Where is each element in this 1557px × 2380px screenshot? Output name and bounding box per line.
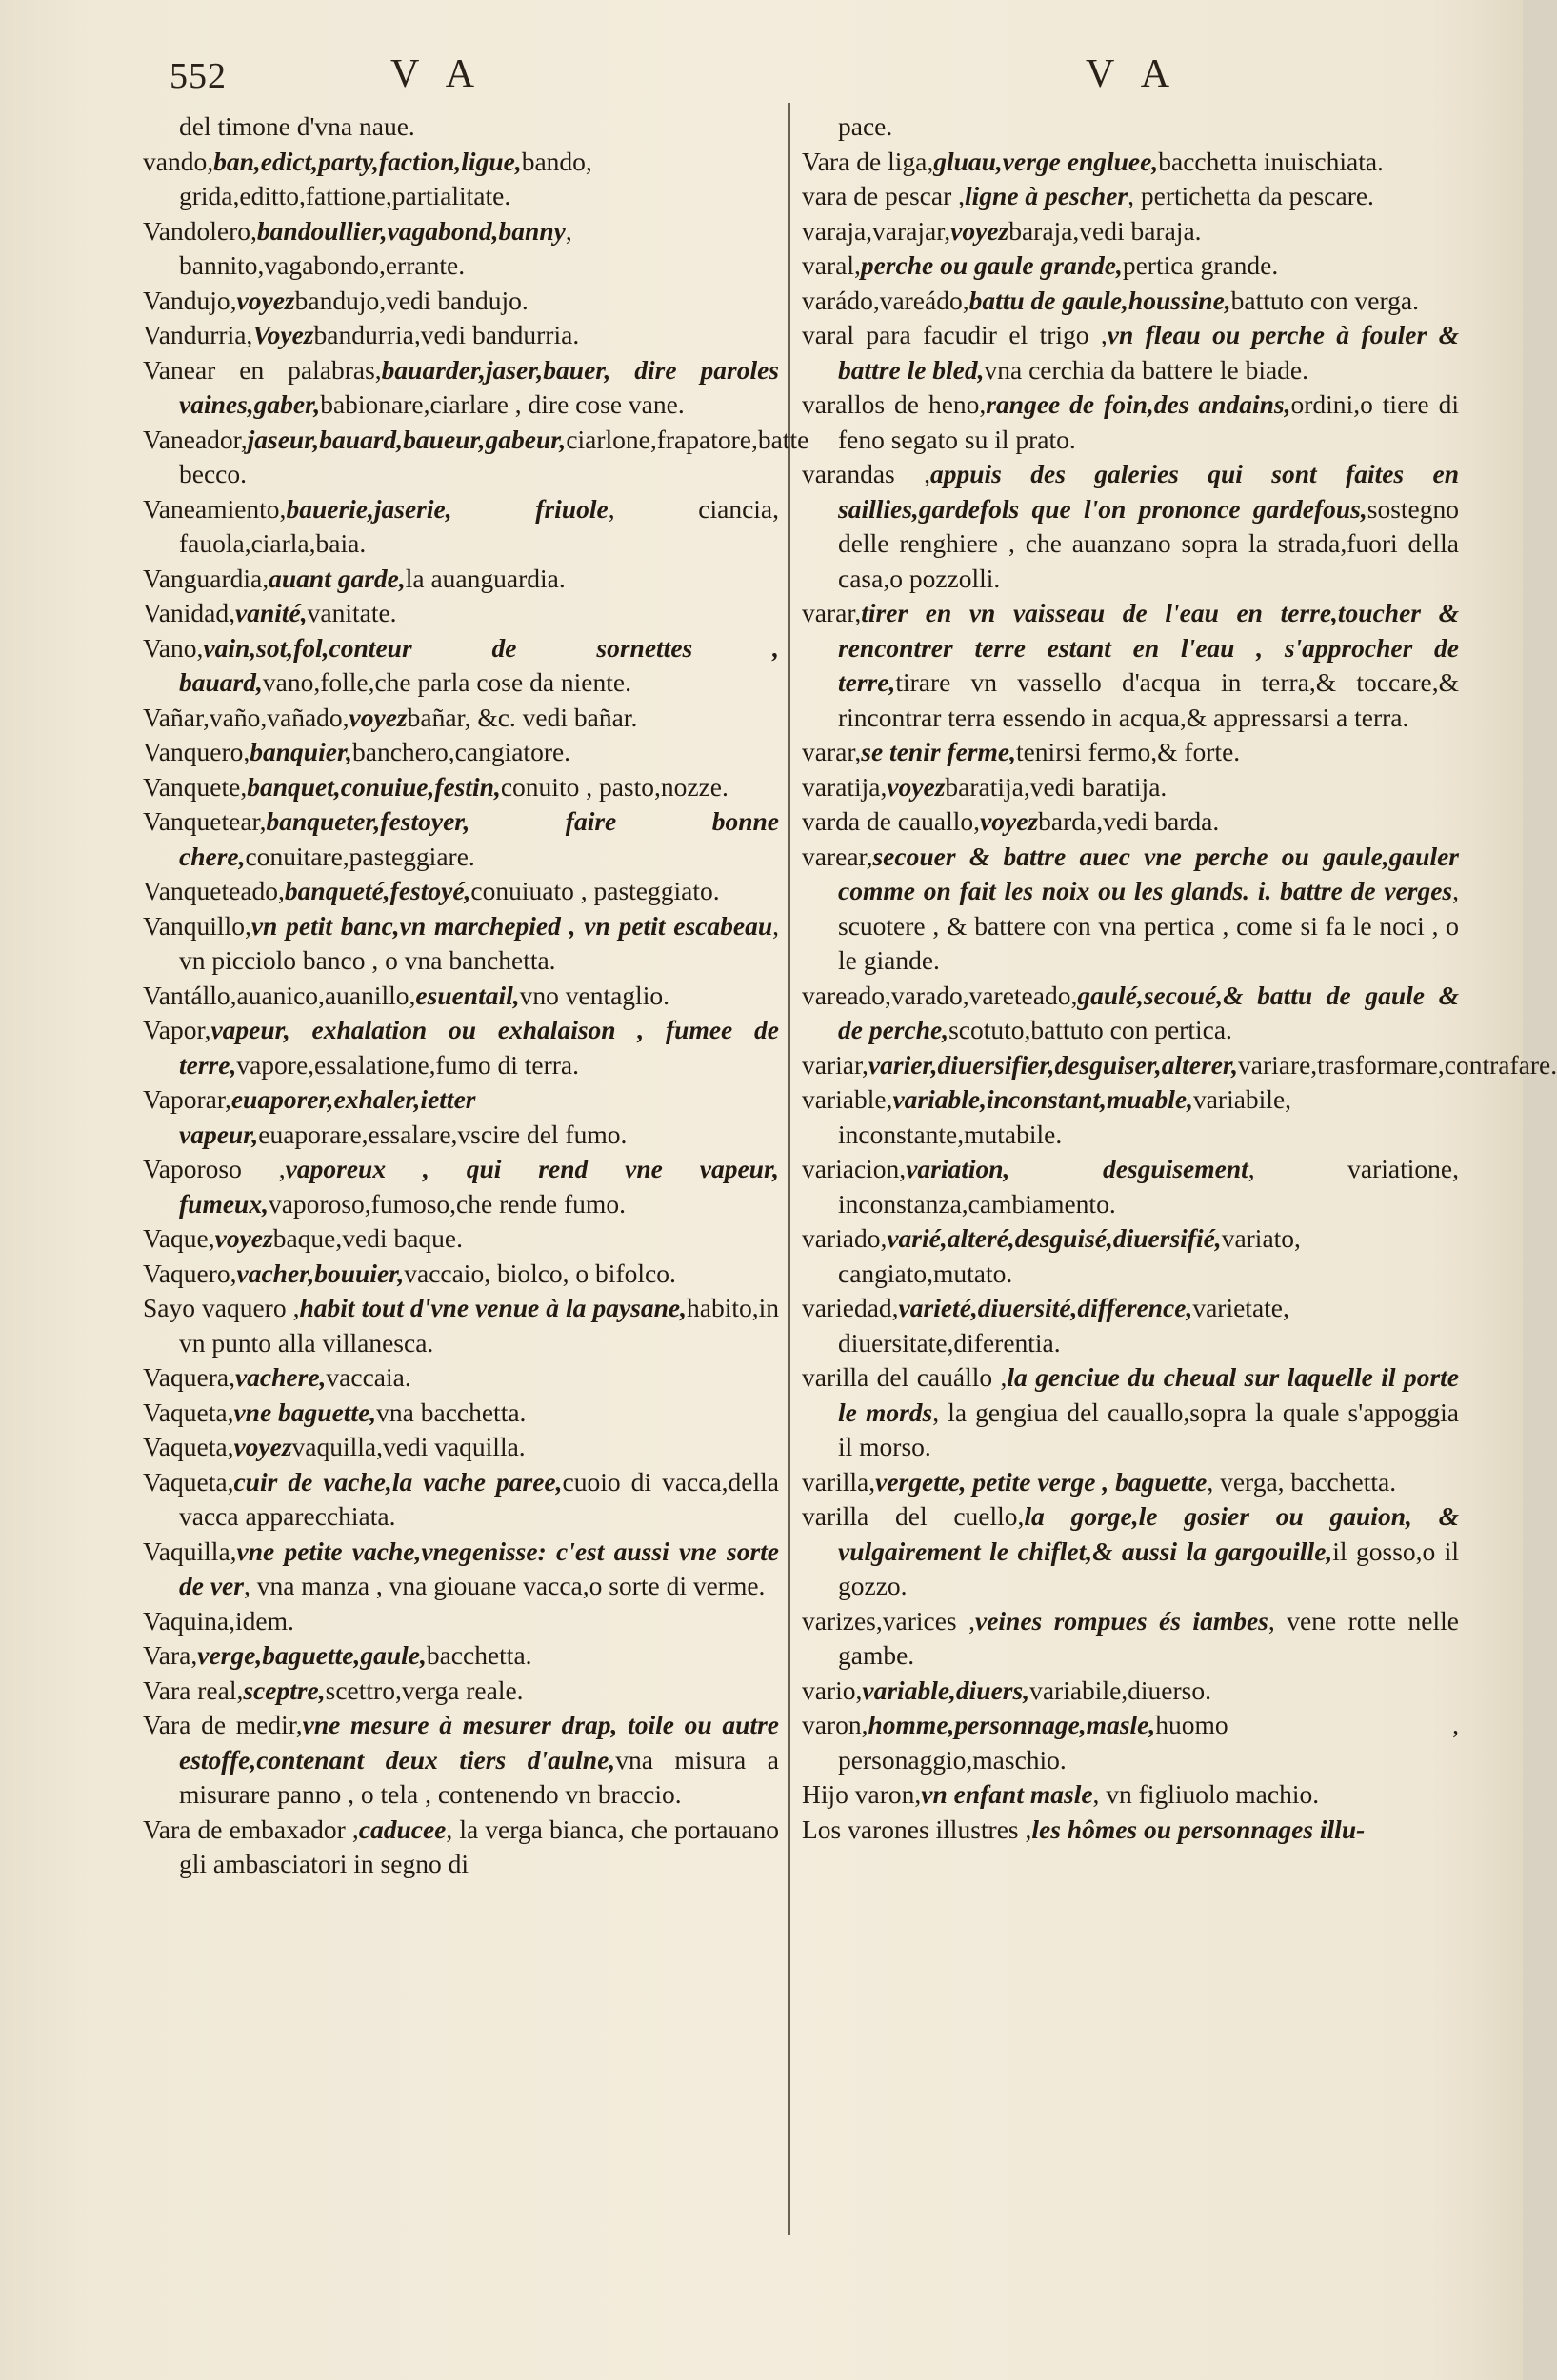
entry-italian: vaccaio, biolco, o bifolco. bbox=[404, 1258, 676, 1288]
entry-french: vaporeux , qui rend vne vapeur, fumeux, bbox=[179, 1154, 779, 1219]
entry-headword: Vaquera, bbox=[143, 1362, 235, 1392]
entry-headword: varizes,varices , bbox=[802, 1605, 975, 1636]
dictionary-entry bbox=[143, 109, 779, 145]
entry-italian: , vn picciolo banco , o vna banchetta. bbox=[179, 910, 779, 975]
entry-french: voyez bbox=[236, 285, 295, 315]
entry-headword: Vano, bbox=[143, 632, 204, 663]
entry-headword: Vanquete, bbox=[143, 771, 248, 802]
dictionary-entry bbox=[143, 1396, 779, 1431]
dictionary-entry bbox=[802, 979, 1459, 1048]
dictionary-entry bbox=[802, 284, 1459, 319]
entry-italian: vna misura a misurare panno , o tela , contenendo vn braccio. bbox=[179, 1744, 779, 1809]
dictionary-entry bbox=[143, 1535, 779, 1604]
dictionary-entry bbox=[143, 214, 779, 284]
entry-italian: vno ventaglio. bbox=[519, 980, 669, 1010]
entry-continuation: del timone d'vna naue. bbox=[179, 111, 415, 141]
dictionary-entry bbox=[143, 1430, 779, 1465]
dictionary-entry bbox=[802, 387, 1459, 457]
entry-italian: conuito , pasto,nozze. bbox=[500, 771, 729, 802]
dictionary-entry bbox=[143, 1465, 779, 1535]
dictionary-entry bbox=[143, 318, 779, 353]
entry-french: banqueter,festoyer, faire bonne chere, bbox=[179, 806, 779, 871]
entry-french: bauarder,jaser,bauer, dire paroles vaines,gaber, bbox=[179, 354, 779, 419]
entry-french: esuentail, bbox=[415, 980, 520, 1010]
entry-french: jaseur,bauard,baueur,gabeur, bbox=[247, 424, 567, 454]
entry-french: secouer & battre auec vne perche ou gaule,gauler comme on fait les noix ou les glands. i. battre de verges bbox=[838, 841, 1459, 905]
entry-headword: varar, bbox=[802, 598, 862, 627]
entry-french: vne petite vache,vnegenisse: c'est aussi vne sorte de ver bbox=[179, 1536, 779, 1600]
entry-headword: variable, bbox=[802, 1084, 893, 1114]
entry-headword: variedad, bbox=[802, 1293, 899, 1322]
entry-french: se tenir ferme, bbox=[861, 737, 1016, 766]
entry-italian: , vna manza , vna giouane vacca,o sorte di verme. bbox=[243, 1571, 766, 1600]
entry-italian: scettro,verga reale. bbox=[325, 1675, 524, 1705]
entry-headword: varon, bbox=[802, 1710, 868, 1739]
entry-french: rangee de foin,des andains, bbox=[986, 389, 1291, 419]
running-head-right: V A bbox=[1086, 52, 1180, 96]
entry-italian: idem. bbox=[235, 1605, 294, 1636]
dictionary-entry bbox=[143, 596, 779, 631]
dictionary-entry bbox=[143, 1257, 779, 1292]
entry-italian: conuiuato , pasteggiato. bbox=[470, 876, 720, 905]
dictionary-entry bbox=[802, 145, 1459, 180]
entry-italian: , variatione, inconstanza,cambiamento. bbox=[838, 1154, 1460, 1219]
entry-headword: Vaqueta, bbox=[143, 1432, 234, 1461]
dictionary-entry bbox=[143, 1013, 779, 1082]
entry-headword: varilla, bbox=[802, 1466, 876, 1497]
entry-headword: variar, bbox=[802, 1049, 868, 1080]
entry-french: vanité, bbox=[235, 598, 308, 627]
entry-headword: Vanidad, bbox=[143, 598, 235, 627]
entry-italian: vaccaia. bbox=[326, 1362, 411, 1392]
left-column bbox=[143, 109, 809, 1882]
entry-french: vachere, bbox=[234, 1362, 327, 1392]
entry-headword: varilla del cuello, bbox=[802, 1501, 1025, 1531]
entry-headword: Vara de medir, bbox=[143, 1710, 303, 1739]
entry-italian: , la verga bianca, che portauano gli ambasciatori in segno di bbox=[179, 1814, 779, 1878]
dictionary-entry bbox=[802, 1674, 1459, 1709]
entry-italian: variabile, inconstante,mutabile. bbox=[838, 1084, 1292, 1149]
entry-french: bandoullier,vagabond,banny bbox=[256, 215, 566, 246]
entry-french: caducee bbox=[358, 1814, 447, 1844]
dictionary-entry bbox=[802, 1604, 1459, 1674]
entry-italian: bando, grida,editto,fattione,partialitate. bbox=[179, 146, 592, 210]
entry-italian: la auanguardia. bbox=[405, 563, 566, 593]
entry-italian: , vn figliuolo machio. bbox=[1092, 1779, 1320, 1809]
entry-french: la genciue du cheual sur laquelle il porte le mords bbox=[838, 1362, 1459, 1427]
entry-headword: Vandurria, bbox=[143, 320, 253, 349]
entry-french: gaulé,secoué,& battu de gaule & de perche, bbox=[838, 980, 1459, 1044]
dictionary-entry bbox=[143, 909, 779, 979]
entry-italian: , pertichetta da pescare. bbox=[1128, 181, 1374, 210]
entry-french: veines rompues és iambes bbox=[974, 1605, 1268, 1636]
entry-headword: vando, bbox=[143, 146, 214, 176]
dictionary-entry bbox=[143, 1813, 779, 1882]
entry-headword: Vara real, bbox=[143, 1675, 244, 1705]
dictionary-entry bbox=[143, 562, 779, 597]
entry-headword: Vantállo,auanico,auanillo, bbox=[143, 980, 416, 1010]
dictionary-entry bbox=[143, 1152, 779, 1221]
page-header bbox=[0, 38, 1523, 95]
entry-french: voyez bbox=[349, 702, 408, 732]
entry-italian: babionare,ciarlare , dire cose vane. bbox=[320, 389, 685, 419]
entry-headword: Vaquero, bbox=[143, 1258, 237, 1288]
dictionary-entry bbox=[802, 1291, 1459, 1360]
entry-headword: varandas , bbox=[802, 459, 930, 488]
entry-headword: varaja,varajar, bbox=[802, 215, 951, 246]
entry-headword: varádo,vareádo, bbox=[802, 285, 969, 315]
entry-italian: bacchetta inuischiata. bbox=[1158, 146, 1384, 176]
dictionary-entry bbox=[143, 284, 779, 319]
dictionary-entry bbox=[802, 804, 1459, 840]
dictionary-entry bbox=[802, 735, 1459, 770]
entry-headword: Vandolero, bbox=[143, 215, 257, 246]
dictionary-entry bbox=[802, 1465, 1459, 1500]
entry-french: banquier, bbox=[250, 737, 353, 766]
entry-headword: varatija, bbox=[802, 771, 888, 802]
dictionary-entry bbox=[802, 214, 1459, 249]
entry-french: verge,baguette,gaule, bbox=[197, 1640, 427, 1670]
entry-headword: Vaneamiento, bbox=[143, 493, 287, 524]
entry-italian: pertica grande. bbox=[1122, 250, 1279, 280]
entry-italian: variabile,diuerso. bbox=[1029, 1675, 1211, 1705]
entry-italian: ciarlone,frapatore,batte becco. bbox=[179, 424, 809, 488]
entry-french: euaporer,exhaler,ietter vapeur, bbox=[179, 1084, 476, 1149]
entry-headword: Vara de embaxador , bbox=[143, 1814, 359, 1844]
dictionary-entry bbox=[802, 1360, 1459, 1465]
entry-french: perche ou gaule grande, bbox=[860, 250, 1123, 280]
entry-headword: vara de pescar , bbox=[802, 181, 966, 210]
dictionary-entry bbox=[802, 770, 1459, 805]
entry-headword: Vañar,vaño,vañado, bbox=[143, 702, 349, 732]
entry-headword: Vara de liga, bbox=[802, 146, 934, 176]
dictionary-entry bbox=[143, 492, 779, 562]
page-number: 552 bbox=[170, 56, 227, 96]
entry-italian: bandujo,vedi bandujo. bbox=[294, 285, 529, 315]
entry-italian: , la gengiua del cauallo,sopra la quale s'appoggia il morso. bbox=[838, 1397, 1459, 1461]
right-column bbox=[802, 109, 1557, 1847]
entry-headword: Sayo vaquero , bbox=[143, 1293, 300, 1322]
entry-french: cuir de vache,la vache paree, bbox=[233, 1466, 563, 1497]
entry-french: banquet,conuiue,festin, bbox=[247, 771, 501, 802]
entry-french: battu de gaule,houssine, bbox=[968, 285, 1231, 315]
dictionary-entry bbox=[143, 1291, 779, 1360]
entry-french: vne mesure à mesurer drap, toile ou autre estoffe,contenant deux tiers d'aulne, bbox=[179, 1710, 779, 1775]
entry-french: les hômes ou personnages illu- bbox=[1031, 1814, 1366, 1844]
entry-french: Voyez bbox=[252, 320, 314, 349]
entry-italian: , verga, bacchetta. bbox=[1207, 1466, 1397, 1497]
entry-italian: ordini,o tiere di feno segato su il prato. bbox=[838, 389, 1459, 454]
entry-italian: sostegno delle renghiere , che auanzano sopra la strada,fuori della casa,o pozzolli. bbox=[838, 493, 1459, 593]
dictionary-entry bbox=[802, 840, 1459, 979]
entry-french: vn enfant masle bbox=[921, 1779, 1093, 1809]
dictionary-entry bbox=[802, 248, 1459, 284]
dictionary-entry bbox=[802, 179, 1459, 214]
entry-italian: euaporare,essalare,vscire del fumo. bbox=[258, 1119, 628, 1149]
entry-italian: baraja,vedi baraja. bbox=[1008, 215, 1202, 246]
entry-french: ban,edict,party,faction,ligue, bbox=[213, 146, 522, 176]
entry-headword: Vaporoso , bbox=[143, 1154, 286, 1183]
entry-italian: bacchetta. bbox=[426, 1640, 532, 1670]
entry-headword: varar, bbox=[802, 737, 862, 766]
dictionary-entry bbox=[143, 1674, 779, 1709]
entry-french: variation, desguisement bbox=[906, 1154, 1248, 1183]
entry-italian: battuto con verga. bbox=[1230, 285, 1419, 315]
entry-headword: varal para facudir el trigo , bbox=[802, 320, 1108, 349]
entry-italian: , vene rotte nelle gambe. bbox=[838, 1605, 1459, 1670]
entry-italian: barda,vedi barda. bbox=[1038, 806, 1220, 836]
dictionary-entry bbox=[802, 457, 1459, 596]
dictionary-entry bbox=[143, 874, 779, 909]
entry-headword: varallos de heno, bbox=[802, 389, 987, 419]
dictionary-entry bbox=[802, 596, 1459, 735]
entry-italian: conuitare,pasteggiare. bbox=[245, 841, 475, 871]
entry-french: varié,alteré,desguisé,diuersifié, bbox=[887, 1223, 1222, 1253]
entry-french: ligne à pescher bbox=[965, 181, 1128, 210]
entry-italian: vanitate. bbox=[307, 598, 397, 627]
entry-headword: varilla del cauállo , bbox=[802, 1362, 1008, 1392]
column-divider bbox=[788, 103, 790, 2235]
dictionary-entry bbox=[143, 735, 779, 770]
entry-italian: baratija,vedi baratija. bbox=[945, 771, 1168, 802]
dictionary-entry bbox=[802, 1499, 1459, 1604]
dictionary-entry bbox=[143, 979, 779, 1014]
running-head-left: V A bbox=[390, 52, 485, 96]
dictionary-entry bbox=[143, 701, 779, 736]
entry-french: tirer en vn vaisseau de l'eau en terre,toucher & rencontrer terre estant en l'eau , s'approcher de terre, bbox=[838, 598, 1459, 697]
dictionary-entry bbox=[143, 804, 779, 874]
dictionary-entry bbox=[143, 1082, 779, 1152]
entry-italian: il gosso,o il gozzo. bbox=[838, 1536, 1459, 1600]
entry-italian: bañar, &c. vedi bañar. bbox=[407, 702, 638, 732]
entry-italian: banchero,cangiatore. bbox=[352, 737, 571, 766]
dictionary-entry bbox=[802, 1221, 1459, 1291]
entry-italian: variato, cangiato,mutato. bbox=[838, 1223, 1301, 1288]
entry-french: appuis des galeries qui sont faites en saillies,gardefols que l'on prononce gardefous, bbox=[838, 459, 1460, 524]
entry-italian: tenirsi fermo,& forte. bbox=[1015, 737, 1241, 766]
dictionary-entry bbox=[802, 1152, 1459, 1221]
entry-french: habit tout d'vne venue à la paysane, bbox=[299, 1293, 687, 1322]
dictionary-entry bbox=[802, 1813, 1459, 1848]
entry-headword: Hijo varon, bbox=[802, 1779, 922, 1809]
dictionary-entry bbox=[143, 1708, 779, 1813]
entry-headword: variacion, bbox=[802, 1154, 907, 1183]
entry-french: vergette, petite verge , baguette bbox=[875, 1466, 1208, 1497]
dictionary-entry bbox=[802, 1048, 1557, 1083]
entry-french: sceptre, bbox=[243, 1675, 326, 1705]
entry-french: homme,personnage,masle, bbox=[868, 1710, 1156, 1739]
entry-italian: scotuto,battuto con pertica. bbox=[948, 1015, 1232, 1044]
dictionary-entry bbox=[143, 770, 779, 805]
entry-continuation: pace. bbox=[838, 111, 893, 141]
entry-italian: tirare vn vassello d'acqua in terra,& toccare,& rincontrar terra essendo in acqua,& appressarsi a terra. bbox=[838, 667, 1459, 732]
entry-headword: Vanquetear, bbox=[143, 806, 267, 836]
entry-italian: vna bacchetta. bbox=[376, 1397, 527, 1427]
entry-italian: , bannito,vagabondo,errante. bbox=[179, 215, 572, 280]
entry-french: varieté,diuersité,difference, bbox=[898, 1293, 1193, 1322]
entry-french: variable,diuers, bbox=[862, 1675, 1030, 1705]
entry-french: gluau,verge engluee, bbox=[933, 146, 1159, 176]
entry-italian: huomo , personaggio,maschio. bbox=[838, 1710, 1459, 1775]
entry-french: varier,diuersifier,desguiser,alterer, bbox=[868, 1049, 1238, 1080]
entry-french: bauerie,jaserie, friuole bbox=[286, 493, 609, 524]
entry-french: la gorge,le gosier ou gauion, & vulgairement le chiflet,& aussi la gargouille, bbox=[838, 1501, 1460, 1566]
entry-headword: Vaneador, bbox=[143, 424, 248, 454]
entry-french: voyez bbox=[214, 1223, 273, 1253]
dictionary-entry bbox=[143, 1221, 779, 1257]
entry-italian: cuoio di vacca,della vacca apparecchiata. bbox=[179, 1466, 779, 1531]
entry-french: voyez bbox=[887, 771, 946, 802]
entry-headword: varal, bbox=[802, 250, 861, 280]
entry-headword: Vaquilla, bbox=[143, 1536, 237, 1566]
dictionary-entry bbox=[802, 1777, 1459, 1813]
dictionary-entry bbox=[143, 353, 779, 423]
entry-headword: Vanear en palabras, bbox=[143, 354, 382, 385]
entry-french: variable,inconstant,muable, bbox=[892, 1084, 1193, 1114]
entry-italian: bandurria,vedi bandurria. bbox=[313, 320, 580, 349]
entry-italian: vapore,essalatione,fumo di terra. bbox=[236, 1049, 579, 1080]
entry-french: banqueté,festoyé, bbox=[284, 876, 471, 905]
dictionary-entry bbox=[802, 1082, 1459, 1152]
entry-headword: vareado,varado,vareteado, bbox=[802, 980, 1078, 1010]
entry-headword: variado, bbox=[802, 1223, 888, 1253]
entry-italian: vna cerchia da battere le biade. bbox=[984, 354, 1309, 385]
entry-headword: Vanquero, bbox=[143, 737, 250, 766]
entry-italian: vaporoso,fumoso,che rende fumo. bbox=[268, 1188, 626, 1219]
entry-italian: variare,trasformare,contrafare. bbox=[1237, 1049, 1557, 1080]
entry-french: vain,sot,fol,conteur de sornettes , bauard, bbox=[179, 632, 779, 697]
entry-headword: Vanquillo, bbox=[143, 910, 251, 941]
entry-headword: Vanqueteado, bbox=[143, 876, 285, 905]
entry-italian: varietate, diuersitate,diferentia. bbox=[838, 1293, 1289, 1358]
entry-italian: , ciancia, fauola,ciarla,baia. bbox=[179, 493, 779, 558]
entry-headword: Vaqueta, bbox=[143, 1397, 234, 1427]
entry-headword: Vaque, bbox=[143, 1223, 215, 1253]
entry-french: voyez bbox=[950, 215, 1009, 246]
entry-headword: Vara, bbox=[143, 1640, 198, 1670]
dictionary-entry bbox=[802, 318, 1459, 387]
entry-french: vn fleau ou perche à fouler & battre le bled, bbox=[838, 320, 1459, 385]
dictionary-entry bbox=[143, 145, 779, 214]
entry-headword: Vaqueta, bbox=[143, 1466, 234, 1497]
entry-italian: , scuotere , & battere con vna pertica , come si fa le noci , o le giande. bbox=[838, 876, 1459, 975]
entry-headword: Vanguardia, bbox=[143, 563, 269, 593]
entry-headword: Vaquina, bbox=[143, 1605, 235, 1636]
entry-headword: Vapor, bbox=[143, 1015, 211, 1044]
entry-french: voyez bbox=[980, 806, 1039, 836]
dictionary-entry bbox=[802, 109, 1459, 145]
dictionary-entry bbox=[802, 1708, 1459, 1777]
entry-italian: baque,vedi baque. bbox=[272, 1223, 463, 1253]
dictionary-entry bbox=[143, 1638, 779, 1674]
entry-headword: Los varones illustres , bbox=[802, 1814, 1032, 1844]
entry-headword: varda de cauallo, bbox=[802, 806, 981, 836]
entry-italian: habito,in vn punto alla villanesca. bbox=[179, 1293, 779, 1358]
entry-italian: vaquilla,vedi vaquilla. bbox=[291, 1432, 526, 1461]
entry-french: vapeur, exhalation ou exhalaison , fumee de terre, bbox=[179, 1015, 779, 1080]
entry-headword: varear, bbox=[802, 841, 873, 871]
dictionary-entry bbox=[143, 1604, 779, 1639]
entry-french: voyez bbox=[233, 1432, 292, 1461]
entry-headword: Vandujo, bbox=[143, 285, 237, 315]
entry-french: vne baguette, bbox=[233, 1397, 377, 1427]
entry-french: auant garde, bbox=[269, 563, 406, 593]
entry-headword: Vaporar, bbox=[143, 1084, 231, 1114]
entry-french: vacher,bouuier, bbox=[236, 1258, 405, 1288]
dictionary-entry bbox=[143, 631, 779, 701]
dictionary-entry bbox=[143, 423, 809, 492]
entry-italian: vano,folle,che parla cose da niente. bbox=[262, 667, 631, 697]
entry-headword: vario, bbox=[802, 1675, 863, 1705]
dictionary-entry bbox=[143, 1360, 779, 1396]
entry-french: vn petit banc,vn marchepied , vn petit escabeau bbox=[250, 910, 773, 941]
